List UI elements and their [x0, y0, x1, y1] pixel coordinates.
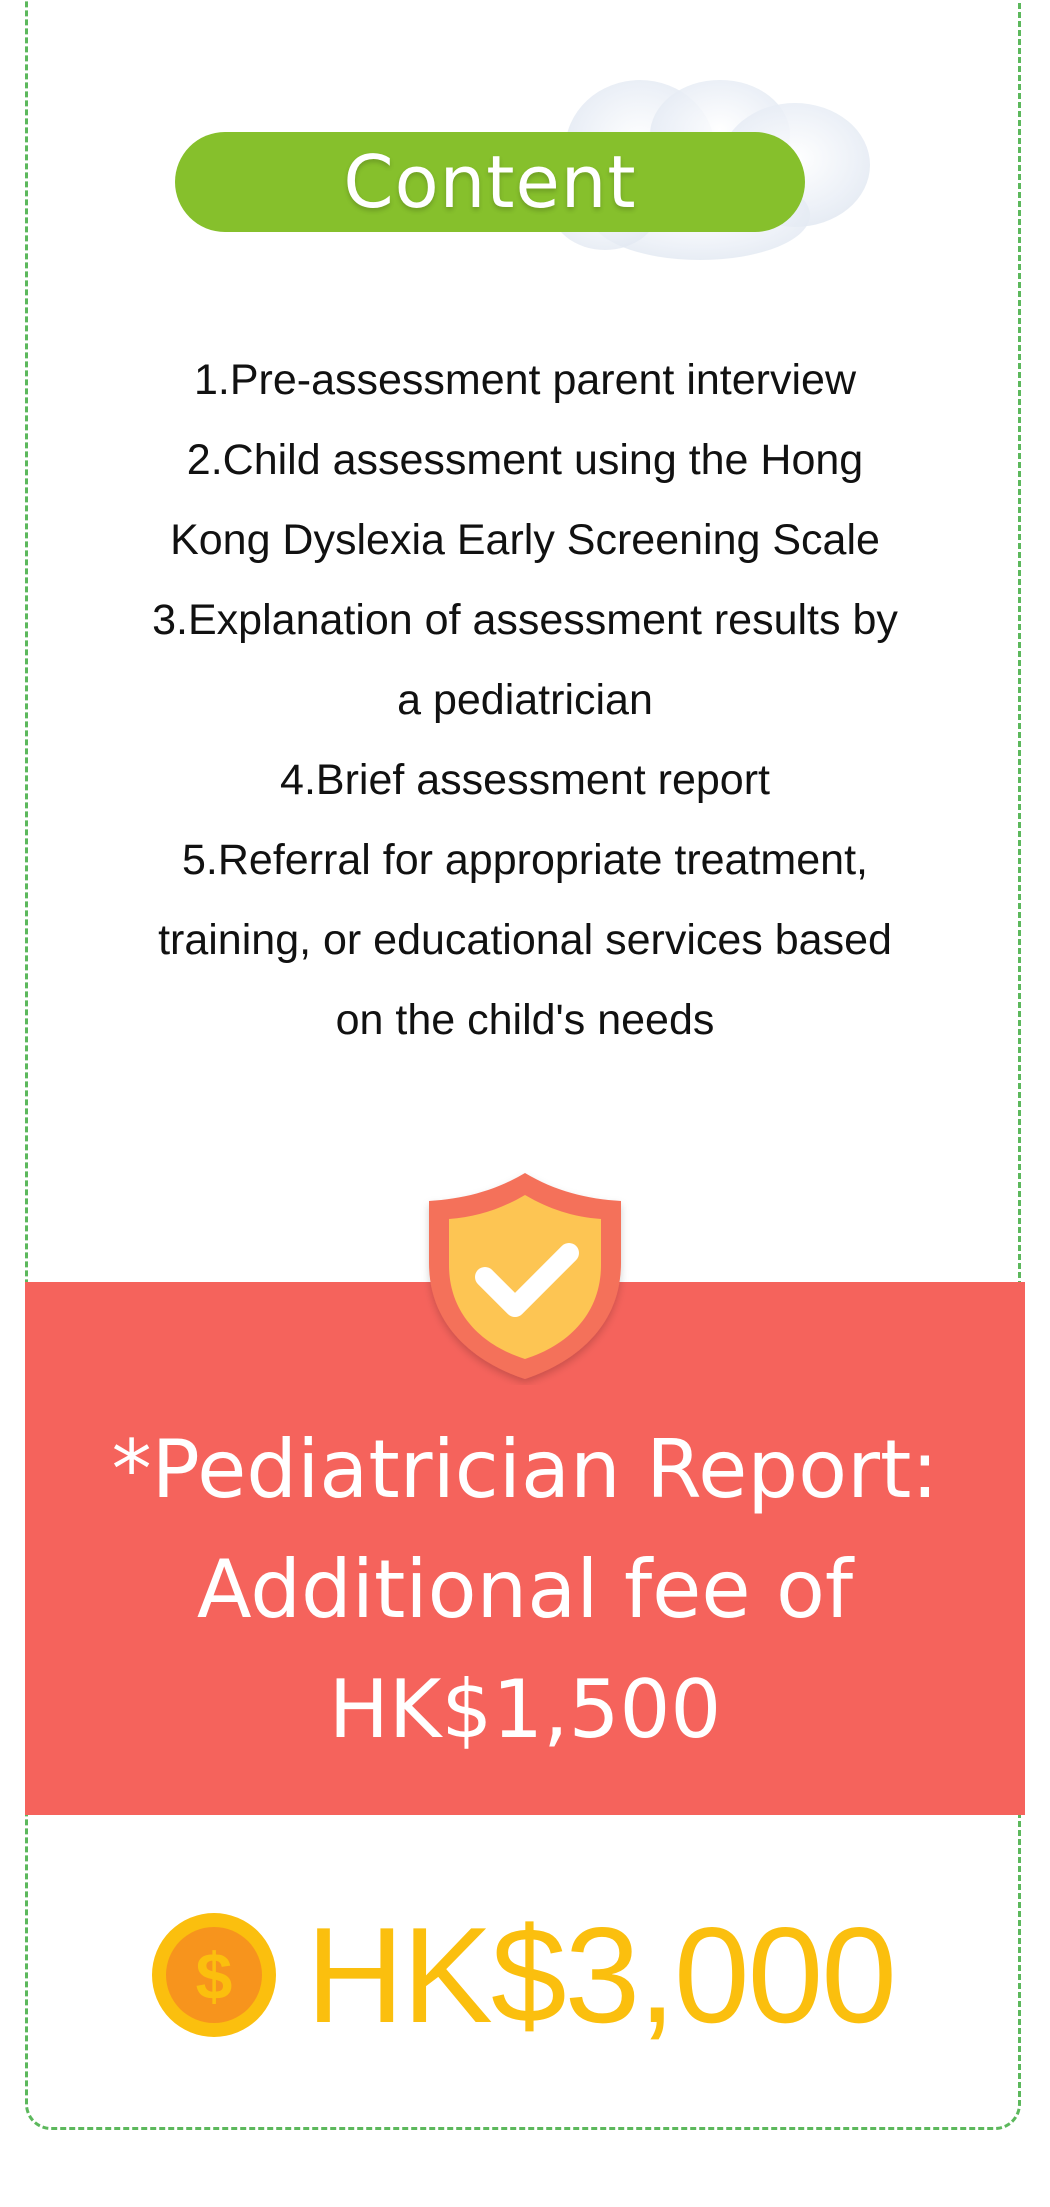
report-fee-text	[25, 1410, 1025, 1770]
content-list-line: 5.Referral for appropriate treatment,	[182, 836, 868, 884]
content-heading: Content	[343, 140, 637, 224]
content-list-line: 4.Brief assessment report	[280, 756, 770, 804]
price-row	[150, 1900, 895, 2050]
content-list-line: 3.Explanation of assessment results by	[152, 596, 898, 644]
content-list-line: 1.Pre-assessment parent interview	[193, 356, 856, 404]
content-list-line: training, or educational services based	[158, 916, 892, 964]
report-fee-line: Additional fee of	[196, 1543, 854, 1636]
price-amount: HK$3,000	[306, 1899, 895, 2051]
content-list-line: on the child's needs	[335, 996, 715, 1044]
shield-check-icon	[415, 1165, 635, 1385]
coin-symbol: $	[195, 1939, 233, 2013]
content-list-line: a pediatrician	[397, 676, 653, 724]
content-list-line: 2.Child assessment using the Hong	[186, 436, 864, 484]
content-list	[90, 340, 960, 1060]
content-list-line: Kong Dyslexia Early Screening Scale	[170, 516, 880, 564]
dollar-coin-icon	[150, 1911, 278, 2039]
content-heading-badge	[175, 132, 805, 232]
report-fee-line: *Pediatrician Report:	[111, 1423, 939, 1516]
report-fee-line: HK$1,500	[328, 1663, 722, 1756]
